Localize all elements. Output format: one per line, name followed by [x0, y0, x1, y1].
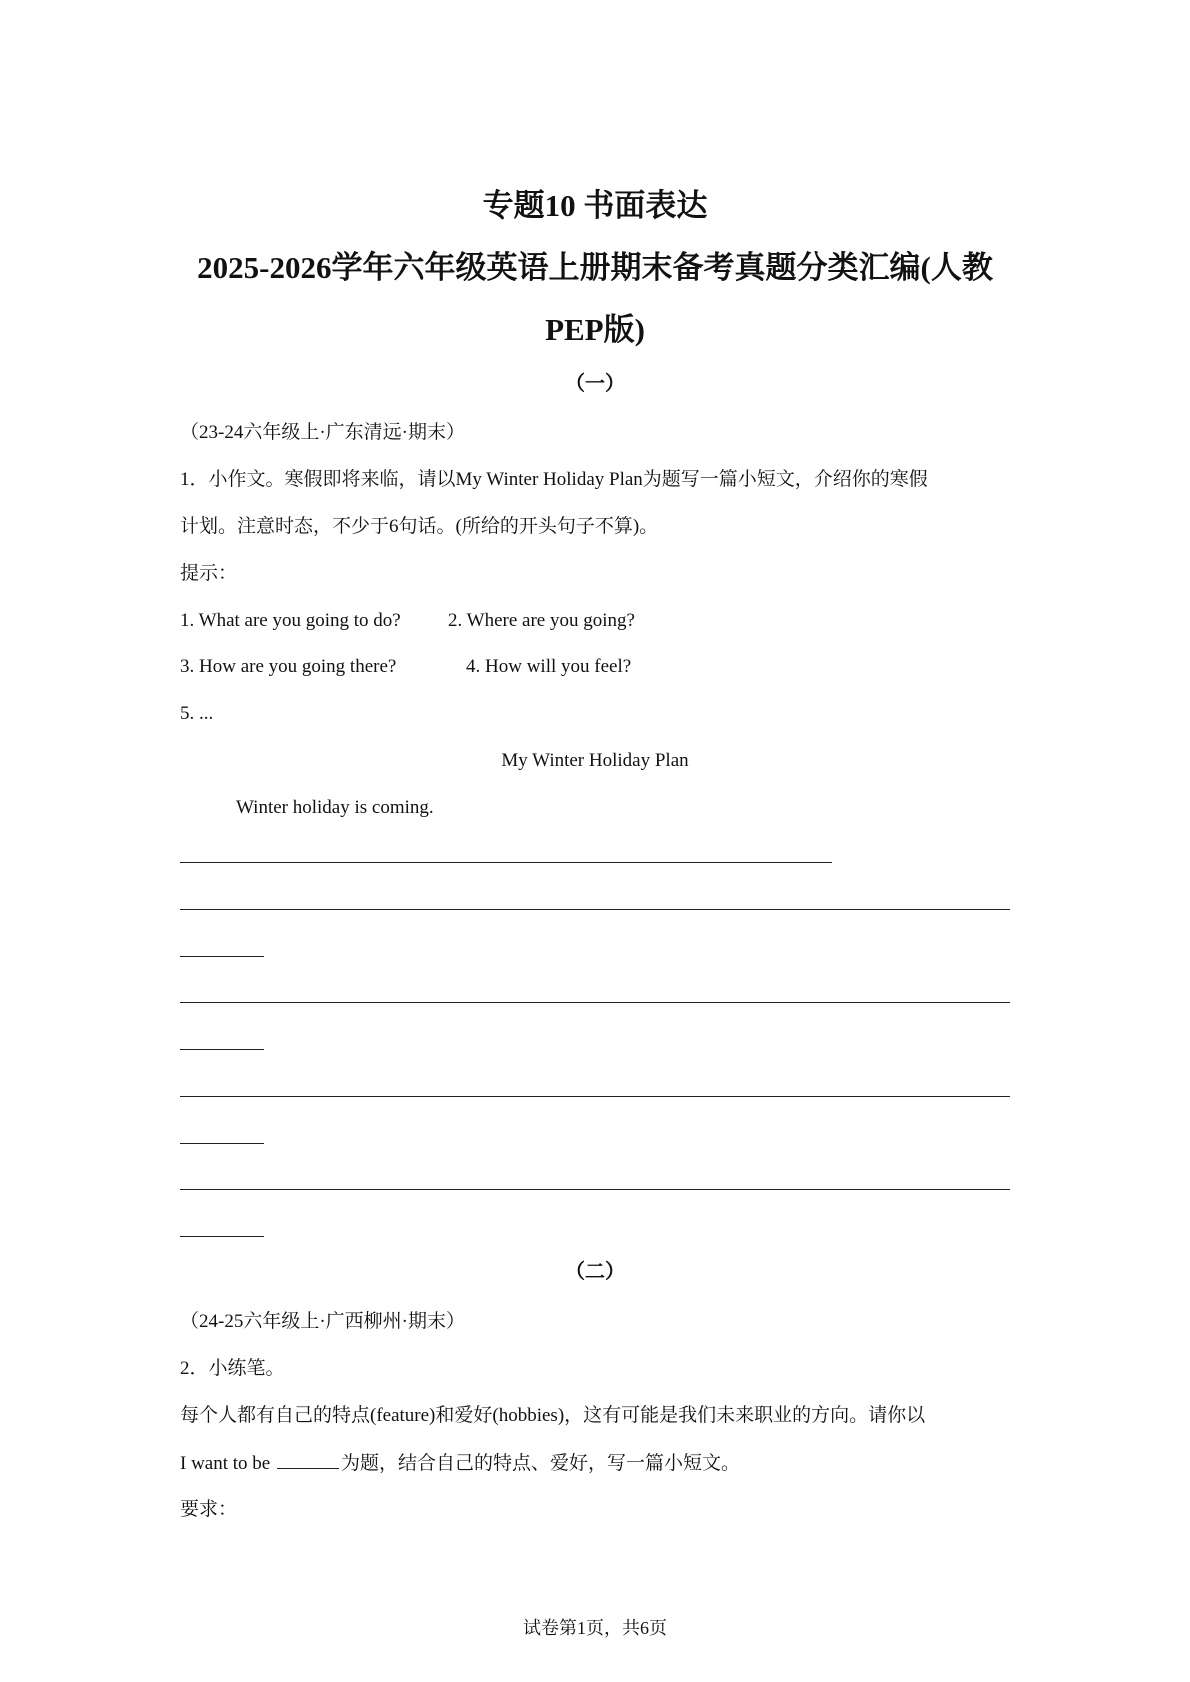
essay-opening-sentence: Winter holiday is coming.: [236, 797, 434, 818]
question-source-1: （23-24六年级上·广东清远·期末）: [180, 422, 465, 443]
document-subtitle-continued: PEP版): [545, 312, 645, 347]
answer-line[interactable]: [180, 909, 1010, 910]
question-1-text: 1．小作文。寒假即将来临，请以My Winter Holiday Plan为题写一篇小短文，介绍你的寒假: [180, 469, 928, 490]
section-heading-2: （二）: [565, 1261, 625, 1283]
hint-item-5: 5. ...: [180, 703, 214, 724]
topic-prefix: I want to be: [180, 1453, 271, 1474]
document-title: 专题10 书面表达: [482, 188, 708, 223]
hint-item-1: 1. What are you going to do?: [180, 610, 401, 631]
question-source-2: （24-25六年级上·广西柳州·期末）: [180, 1311, 465, 1332]
section-heading-1: （一）: [565, 373, 625, 395]
answer-line[interactable]: [180, 1049, 264, 1050]
hint-item-4: 4. How will you feel?: [466, 656, 632, 677]
essay-title: My Winter Holiday Plan: [501, 750, 689, 771]
answer-line[interactable]: [180, 862, 832, 863]
question-2-text: 2．小练笔。: [180, 1358, 285, 1379]
question-2-topic-line: [180, 1450, 740, 1477]
topic-suffix: 为题，结合自己的特点、爱好，写一篇小短文。: [340, 1453, 740, 1474]
question-1-text-continued: 计划。注意时态，不少于6句话。(所给的开头句子不算)。: [180, 516, 659, 537]
hint-item-2: 2. Where are you going?: [448, 610, 635, 631]
hint-item-3: 3. How are you going there?: [180, 656, 397, 677]
hint-label: 提示：: [180, 563, 238, 584]
answer-line[interactable]: [180, 956, 264, 957]
answer-line[interactable]: [180, 1236, 264, 1237]
question-2-text-continued: 每个人都有自己的特点(feature)和爱好(hobbies)，这有可能是我们未来职业的方向。请你以: [180, 1405, 926, 1426]
requirement-label: 要求：: [180, 1499, 238, 1520]
document-subtitle: 2025-2026学年六年级英语上册期末备考真题分类汇编(人教: [197, 250, 993, 285]
answer-line[interactable]: [180, 1189, 1010, 1190]
answer-line[interactable]: [180, 1002, 1010, 1003]
answer-line[interactable]: [180, 1096, 1010, 1097]
answer-line[interactable]: [180, 1143, 264, 1144]
page-footer: 试卷第1页，共6页: [523, 1618, 667, 1638]
fill-in-blank[interactable]: [277, 1450, 339, 1469]
